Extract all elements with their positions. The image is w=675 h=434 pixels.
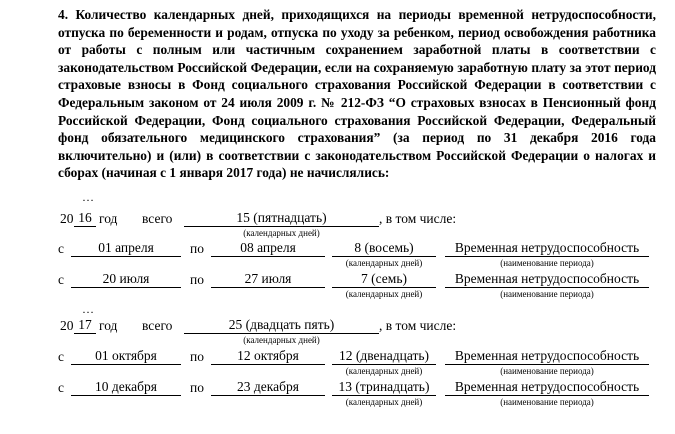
from-label: с — [58, 272, 64, 287]
including-text: , в том числе: — [379, 318, 457, 333]
total-days-field[interactable]: 15 (пятнадцать) — [236, 210, 327, 225]
period-from-field[interactable]: 01 октября — [95, 348, 157, 363]
year-word: год — [99, 318, 118, 333]
days-caption: (календарных дней) — [345, 289, 423, 299]
section-4-paragraph: 4. Количество календарных дней, приходящихся на периоды временной нетрудоспособности, отпуска по беременности и родам, отпуска по уходу за ребенком, период освобождения работника от работы с полным или частичным сохранением заработной платы в соответствии с законодательством Российской Федерации, если на сохраняемую заработную плату за этот период страховые взносы в Фонд социального страхования Российской Федерации в соответствии с Федеральным законом от 24 июля 2009 г. № 212-ФЗ “О страховых взносах в Пенсионный фонд Российской Федерации, Фонд социального страхования Российской Федерации, Федеральный фонд обязательного медицинского страхования” (за период по 31 декабря 2016 года включительно) и (или) в соответствии с законодательством Российской Федерации о налогах и сборах (начиная с 1 января 2017 года) не начислялись: — [58, 7, 656, 181]
period-caption: (наименование периода) — [500, 289, 594, 299]
period-to-field[interactable]: 12 октября — [237, 348, 299, 363]
period-to-field[interactable]: 27 июля — [244, 271, 292, 286]
ellipsis: … — [82, 302, 94, 316]
period-days-field[interactable]: 8 (восемь) — [354, 240, 414, 255]
period-caption: (наименование периода) — [500, 258, 594, 268]
period-days-field[interactable]: 12 (двенадцать) — [338, 348, 430, 363]
days-caption: (календарных дней) — [243, 228, 320, 238]
period-name-field[interactable]: Временная нетрудоспособность — [454, 348, 640, 363]
from-label: с — [58, 380, 64, 395]
period-to-field[interactable]: 23 декабря — [237, 379, 299, 394]
period-name-field[interactable]: Временная нетрудоспособность — [454, 271, 640, 286]
period-days-field[interactable]: 13 (тринадцать) — [338, 379, 430, 394]
total-word: всего — [142, 211, 173, 226]
including-text: , в том числе: — [379, 211, 457, 226]
total-days-field[interactable]: 25 (двадцать пять) — [228, 317, 335, 332]
period-to-field[interactable]: 08 апреля — [240, 240, 296, 255]
period-caption: (наименование периода) — [500, 366, 594, 376]
total-word: всего — [142, 318, 173, 333]
from-label: с — [58, 241, 64, 256]
period-name-field[interactable]: Временная нетрудоспособность — [454, 240, 640, 255]
year-suffix-field[interactable]: 16 — [78, 210, 92, 225]
ellipsis: … — [82, 190, 94, 204]
to-label: по — [190, 349, 204, 364]
days-caption: (календарных дней) — [345, 366, 423, 376]
days-caption: (календарных дней) — [345, 258, 423, 268]
period-from-field[interactable]: 20 июля — [102, 271, 150, 286]
year-prefix: 20 — [60, 318, 74, 333]
year-prefix: 20 — [60, 211, 74, 226]
to-label: по — [190, 241, 204, 256]
period-name-field[interactable]: Временная нетрудоспособность — [454, 379, 640, 394]
year-suffix-field[interactable]: 17 — [78, 317, 92, 332]
to-label: по — [190, 380, 204, 395]
days-caption: (календарных дней) — [345, 397, 423, 407]
period-from-field[interactable]: 10 декабря — [95, 379, 157, 394]
from-label: с — [58, 349, 64, 364]
year-word: год — [99, 211, 118, 226]
period-days-field[interactable]: 7 (семь) — [361, 271, 407, 286]
period-caption: (наименование периода) — [500, 397, 594, 407]
to-label: по — [190, 272, 204, 287]
days-caption: (календарных дней) — [243, 335, 320, 345]
period-from-field[interactable]: 01 апреля — [98, 240, 154, 255]
